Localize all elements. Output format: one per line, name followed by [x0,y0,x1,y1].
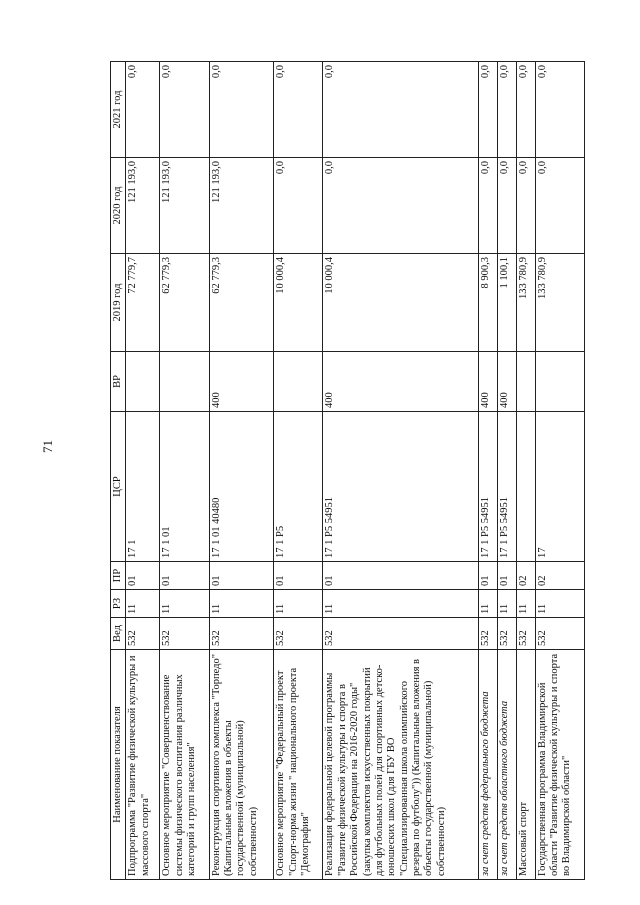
header-2020: 2020 год [111,158,126,254]
row-2019: 10 000,4 [323,254,479,352]
row-ved: 532 [323,618,479,650]
row-vr: 400 [209,352,273,412]
row-ved: 532 [535,618,584,650]
row-2021: 0,0 [535,62,584,158]
row-2019: 133 780,9 [516,254,535,352]
row-name: Подпрограмма "Развитие физической культуры и массового спорта" [126,650,160,880]
budget-table-rotated [110,62,585,880]
row-csr: 17 1 P5 54951 [323,412,479,562]
table-row [209,62,273,880]
header-vr: ВР [111,352,126,412]
row-csr [516,412,535,562]
row-2020: 0,0 [516,158,535,254]
row-2020: 121 193,0 [209,158,273,254]
row-rz: 11 [497,590,516,618]
row-2020: 0,0 [497,158,516,254]
row-ved: 532 [497,618,516,650]
row-2021: 0,0 [160,62,209,158]
row-vr: 400 [497,352,516,412]
row-2020: 121 193,0 [126,158,160,254]
row-rz: 11 [323,590,479,618]
row-csr: 17 1 P5 54951 [497,412,516,562]
row-csr: 17 1 P5 [274,412,323,562]
table-row [516,62,535,880]
row-csr: 17 [535,412,584,562]
header-pr: ПР [111,562,126,590]
row-name: за счет средств областного бюджета [497,650,516,880]
row-csr: 17 1 [126,412,160,562]
row-rz: 11 [160,590,209,618]
row-2021: 0,0 [479,62,498,158]
row-vr [160,352,209,412]
row-2021: 0,0 [274,62,323,158]
row-pr: 02 [535,562,584,590]
row-name: Государственная программа Владимирской области "Развитие физической культуры и спорта во Владимирской области" [535,650,584,880]
row-rz: 11 [516,590,535,618]
row-2019: 10 000,4 [274,254,323,352]
row-rz: 11 [209,590,273,618]
row-2019: 133 780,9 [535,254,584,352]
row-rz: 11 [479,590,498,618]
row-name: Массовый спорт [516,650,535,880]
table-row [497,62,516,880]
row-pr: 01 [160,562,209,590]
row-ved: 532 [160,618,209,650]
row-name: Основное мероприятие "Федеральный проект "Спорт-норма жизни " национального проекта "Демография" [274,650,323,880]
row-pr: 01 [497,562,516,590]
row-2019: 62 779,3 [160,254,209,352]
row-vr [126,352,160,412]
row-rz: 11 [535,590,584,618]
row-vr [535,352,584,412]
header-2021: 2021 год [111,62,126,158]
row-ved: 532 [126,618,160,650]
row-2019: 8 900,3 [479,254,498,352]
header-name: Наименование показателя [111,650,126,880]
row-rz: 11 [274,590,323,618]
row-rz: 11 [126,590,160,618]
row-2019: 1 100,1 [497,254,516,352]
row-pr: 01 [126,562,160,590]
row-2021: 0,0 [516,62,535,158]
row-2020: 0,0 [323,158,479,254]
table-row [479,62,498,880]
row-2021: 0,0 [209,62,273,158]
table-row [535,62,584,880]
row-vr [516,352,535,412]
table-header-row [111,62,126,880]
table-row [323,62,479,880]
row-2019: 72 779,7 [126,254,160,352]
header-csr: ЦСР [111,412,126,562]
row-vr [274,352,323,412]
row-csr: 17 1 01 [160,412,209,562]
table-row [126,62,160,880]
row-ved: 532 [274,618,323,650]
row-2020: 0,0 [274,158,323,254]
header-2019: 2019 год [111,254,126,352]
table-row [274,62,323,880]
row-name: Основное мероприятие "Совершенствование системы физического воспитания различных категорий и групп населения" [160,650,209,880]
row-name: Реконструкция спортивного комплекса "Торпедо" (Капитальные вложения в объекты государственной (муниципальной) собственности) [209,650,273,880]
row-ved: 532 [516,618,535,650]
row-csr: 17 1 P5 54951 [479,412,498,562]
row-pr: 02 [516,562,535,590]
row-name: за счет средств федерального бюджета [479,650,498,880]
row-ved: 532 [209,618,273,650]
row-ved: 532 [479,618,498,650]
header-rz: РЗ [111,590,126,618]
row-2021: 0,0 [323,62,479,158]
row-2020: 121 193,0 [160,158,209,254]
row-csr: 17 1 01 40480 [209,412,273,562]
row-vr: 400 [323,352,479,412]
budget-table [110,61,585,880]
page-number: 71 [40,440,55,453]
row-2021: 0,0 [126,62,160,158]
row-pr: 01 [479,562,498,590]
row-2021: 0,0 [497,62,516,158]
table-row [160,62,209,880]
row-name: Реализация федеральной целевой программы "Развитие физической культуры и спорта в Российской Федерации на 2016-2020 годы" (закупка комплектов искусственных покрытий для футбольных полей для спортивных детско-юношеских школ (для ГБУ ВО "Специализированная школа олимпийского резерва по футболу")) (Капитальные вложения в объекты государственной (муниципальной) собственности) [323,650,479,880]
row-pr: 01 [323,562,479,590]
row-pr: 01 [274,562,323,590]
row-2020: 0,0 [535,158,584,254]
row-vr: 400 [479,352,498,412]
header-ved: Вед [111,618,126,650]
row-2019: 62 779,3 [209,254,273,352]
row-2020: 0,0 [479,158,498,254]
row-pr: 01 [209,562,273,590]
